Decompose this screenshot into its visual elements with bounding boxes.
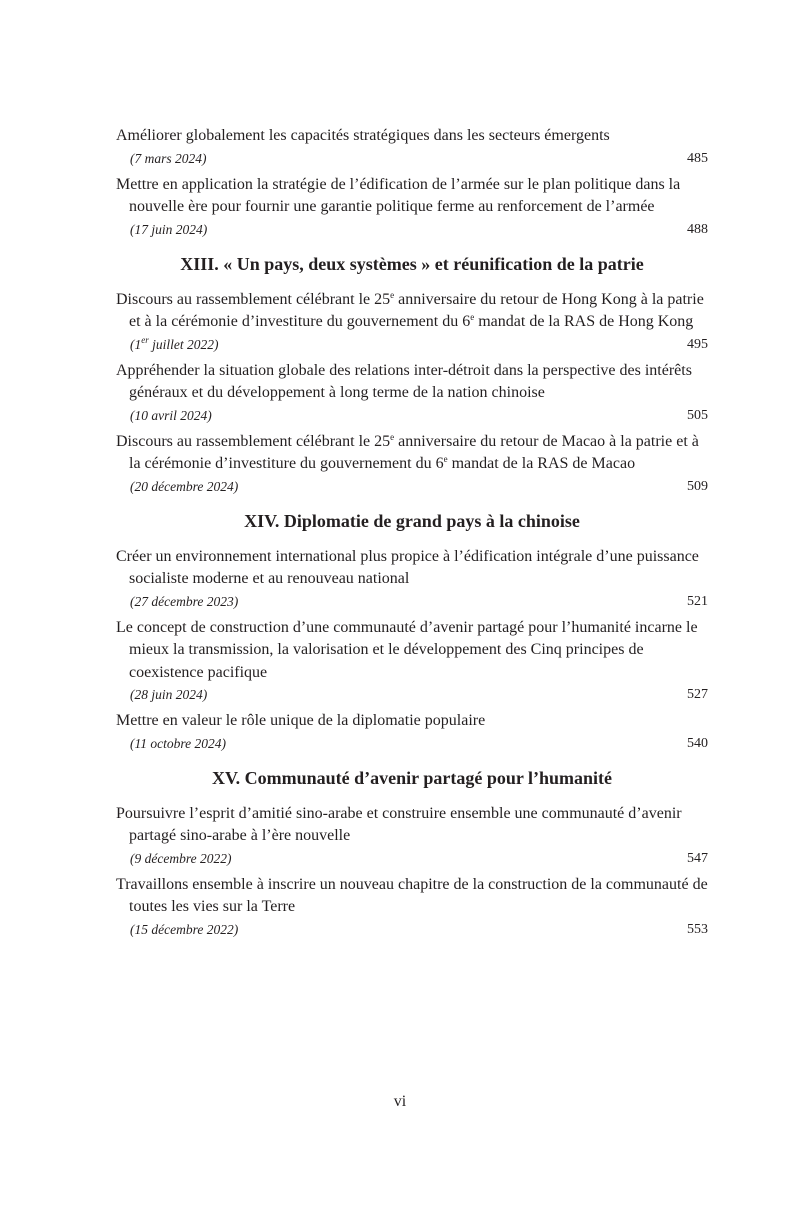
entry-meta	[116, 219, 708, 241]
toc-entry[interactable]	[116, 710, 708, 755]
entry-meta	[116, 919, 708, 941]
entry-meta	[116, 591, 708, 613]
entry-title: Appréhender la situation globale des relations inter-détroit dans la perspective des intérêts généraux et du développement à long terme de la nation chinoise	[116, 361, 692, 401]
section-heading: XIV. Diplomatie de grand pays à la chinoise	[244, 510, 580, 531]
entry-meta	[116, 334, 708, 356]
entry-title: Poursuivre l’esprit d’amitié sino-arabe et construire ensemble une communauté d’avenir partagé sino-arabe à l’ère nouvelle	[116, 804, 682, 844]
toc-entry[interactable]	[116, 874, 708, 941]
entry-date: (15 décembre 2022)	[130, 921, 239, 937]
entry-page-number: 540	[687, 735, 708, 751]
toc-entry[interactable]	[116, 546, 708, 613]
toc-entry[interactable]	[116, 803, 708, 870]
entry-page-number: 527	[687, 687, 708, 702]
toc-entry[interactable]	[116, 431, 708, 498]
entry-page-number: 547	[687, 850, 708, 866]
entry-page-number: 495	[687, 336, 708, 352]
entry-page-number: 488	[687, 221, 708, 237]
entry-title: Mettre en application la stratégie de l’édification de l’armée sur le plan politique dans la nouvelle ère pour fournir une garantie politique ferme au renforcement de l’armée	[116, 175, 681, 215]
entry-date: (7 mars 2024)	[130, 150, 207, 166]
toc-entry[interactable]	[116, 174, 708, 241]
entry-date: (20 décembre 2024)	[130, 478, 239, 494]
entry-page-number: 485	[687, 150, 708, 166]
entry-meta	[116, 848, 708, 870]
toc-entry[interactable]	[116, 289, 708, 356]
entry-title: Travaillons ensemble à inscrire un nouveau chapitre de la construction de la communauté de toutes les vies sur la Terre	[116, 875, 708, 915]
toc-entry[interactable]	[116, 125, 708, 170]
entry-title: Améliorer globalement les capacités stratégiques dans les secteurs émergents	[116, 127, 610, 144]
entry-meta	[116, 476, 708, 498]
entry-date: (11 octobre 2024)	[130, 735, 226, 751]
entry-date: (27 décembre 2023)	[130, 593, 239, 609]
entry-meta	[116, 684, 708, 706]
entry-date: (10 avril 2024)	[130, 407, 212, 423]
entry-date: (9 décembre 2022)	[130, 850, 232, 866]
entry-page-number: 509	[687, 478, 708, 494]
toc-entry[interactable]	[116, 360, 708, 427]
entry-date: (28 juin 2024)	[130, 687, 208, 702]
section-heading: XIII. « Un pays, deux systèmes » et réunification de la patrie	[180, 253, 644, 274]
entry-page-number: 505	[687, 407, 708, 423]
entry-date: (1er juillet 2022)	[130, 334, 219, 352]
entry-meta	[116, 733, 708, 755]
toc-entry[interactable]	[116, 617, 708, 707]
entry-title: Le concept de construction d’une communauté d’avenir partagé pour l’humanité incarne le mieux la transmission, la valorisation et le développement des Cinq principes de coexistence pacifique	[116, 618, 698, 681]
page-number: vi	[393, 1093, 407, 1110]
entry-date: (17 juin 2024)	[130, 221, 208, 237]
entry-title: Mettre en valeur le rôle unique de la diplomatie populaire	[116, 712, 486, 729]
entry-title: Discours au rassemblement célébrant le 25e anniversaire du retour de Macao à la patrie et à la cérémonie d’investiture du gouvernement du 6e mandat de la RAS de Macao	[116, 431, 699, 472]
entry-meta	[116, 148, 708, 170]
table-of-contents	[116, 125, 708, 945]
entry-page-number: 553	[687, 921, 708, 937]
section-heading: XV. Communauté d’avenir partagé pour l’humanité	[211, 767, 613, 788]
entry-page-number: 521	[687, 593, 708, 609]
entry-title: Créer un environnement international plus propice à l’édification intégrale d’une puissance socialiste moderne et au renouveau national	[116, 547, 699, 587]
entry-title: Discours au rassemblement célébrant le 25e anniversaire du retour de Hong Kong à la patrie et à la cérémonie d’investiture du gouvernement du 6e mandat de la RAS de Hong Kong	[116, 289, 704, 330]
entry-meta	[116, 405, 708, 427]
